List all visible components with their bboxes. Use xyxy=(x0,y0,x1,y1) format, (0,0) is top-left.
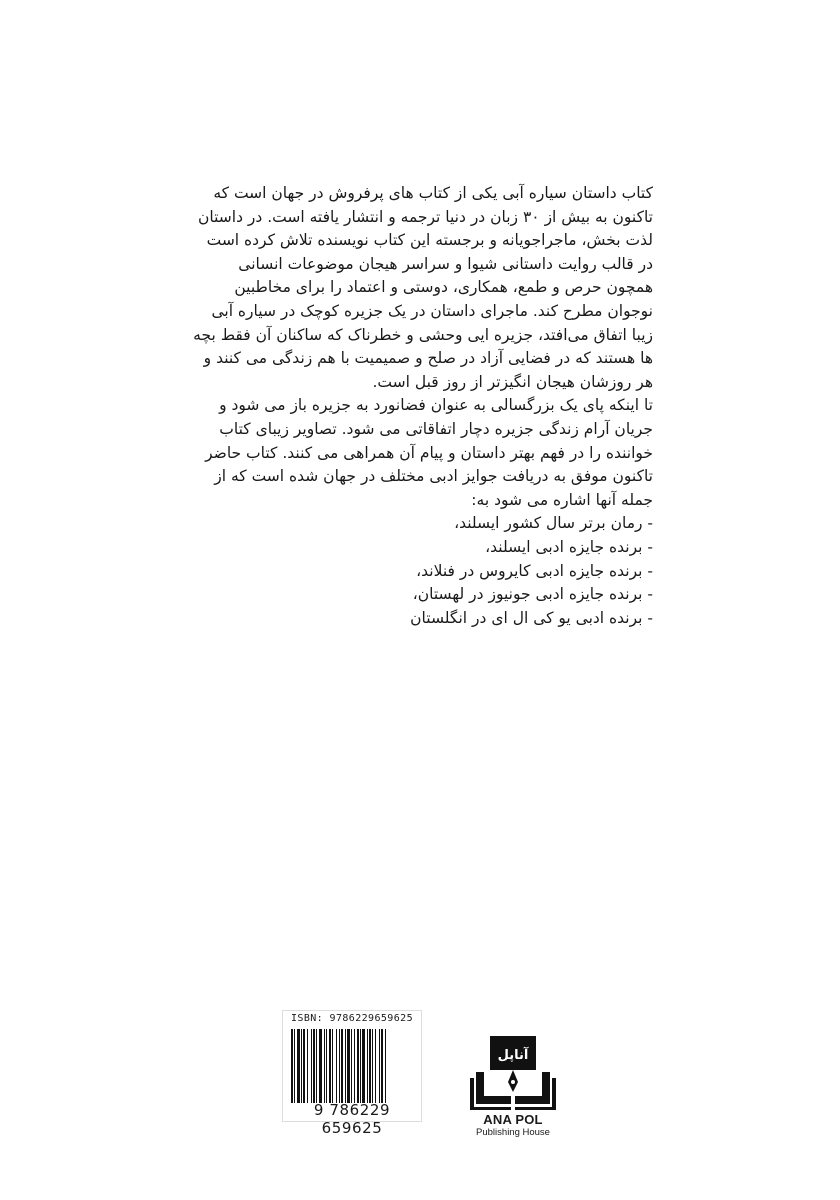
description-line: خواننده را در فهم بهتر داستان و پیام آن همراهی می کنند. کتاب حاضر xyxy=(205,443,653,462)
awards-list xyxy=(186,512,653,630)
isbn-label: ISBN: 9786229659625 xyxy=(291,1013,413,1024)
description-line: زیبا اتفاق می‌افتد، جزیره ایی وحشی و خطرناک که ساکنان آن فقط بچه xyxy=(193,325,653,344)
description-line: تاکنون موفق به دریافت جوایز ادبی مختلف در جهان شده است که از xyxy=(214,467,653,486)
description-line: ها هستند که در فضایی آزاد در صلح و صمیمیت با هم زندگی می کنند و xyxy=(203,349,653,368)
award-item: - رمان برتر سال کشور ایسلند، xyxy=(454,514,653,533)
back-cover-description xyxy=(186,182,653,630)
publisher-subtitle: Publishing House xyxy=(476,1127,550,1138)
description-line: نوجوان مطرح کند. ماجرای داستان در یک جزیره کوچک در سیاره آبی xyxy=(211,301,653,320)
description-line: تا اینکه پای یک بزرگسالی به عنوان فضانورد به جزیره باز می شود و xyxy=(219,396,653,415)
description-line: هر روزشان هیجان انگیزتر از روز قبل است. xyxy=(372,372,653,391)
barcode-bars xyxy=(291,1029,415,1103)
award-item: - برنده جایزه ادبی ایسلند، xyxy=(485,537,653,556)
description-line: جمله آنها اشاره می شود به: xyxy=(471,490,653,509)
description-line: در قالب روایت داستانی شیوا و سراسر هیجان موضوعات انسانی xyxy=(238,254,653,273)
logo-script: آناپل xyxy=(497,1048,529,1063)
description-paragraph xyxy=(186,182,653,512)
book-pen-logo-icon xyxy=(468,1030,558,1112)
description-line: کتاب داستان سیاره آبی یکی از کتاب های پرفروش در جهان است که xyxy=(213,184,653,202)
description-line: جریان آرام زندگی جزیره دچار اتفاقاتی می شود. تصاویر زیبای کتاب xyxy=(219,419,653,438)
publisher-logo xyxy=(468,1030,558,1138)
award-item: - برنده ادبی یو کی ال ای در انگلستان xyxy=(410,608,653,627)
barcode-digits: 9 786229 659625 xyxy=(313,1101,391,1137)
award-item: - برنده جایزه ادبی کایروس در فنلاند، xyxy=(416,561,653,580)
award-item: - برنده جایزه ادبی جونیوز در لهستان، xyxy=(412,585,653,604)
description-line: تاکنون به بیش از ۳۰ زبان در دنیا ترجمه و انتشار یافته است. در داستان xyxy=(198,207,653,226)
description-line: همچون حرص و طمع، همکاری، دوستی و اعتماد را برای مخاطبین xyxy=(234,278,653,297)
description-line: لذت بخش، ماجراجویانه و برجسته این کتاب نویسنده تلاش کرده است xyxy=(206,231,653,250)
isbn-barcode xyxy=(282,1010,422,1137)
publisher-name: ANA POL xyxy=(483,1112,543,1127)
